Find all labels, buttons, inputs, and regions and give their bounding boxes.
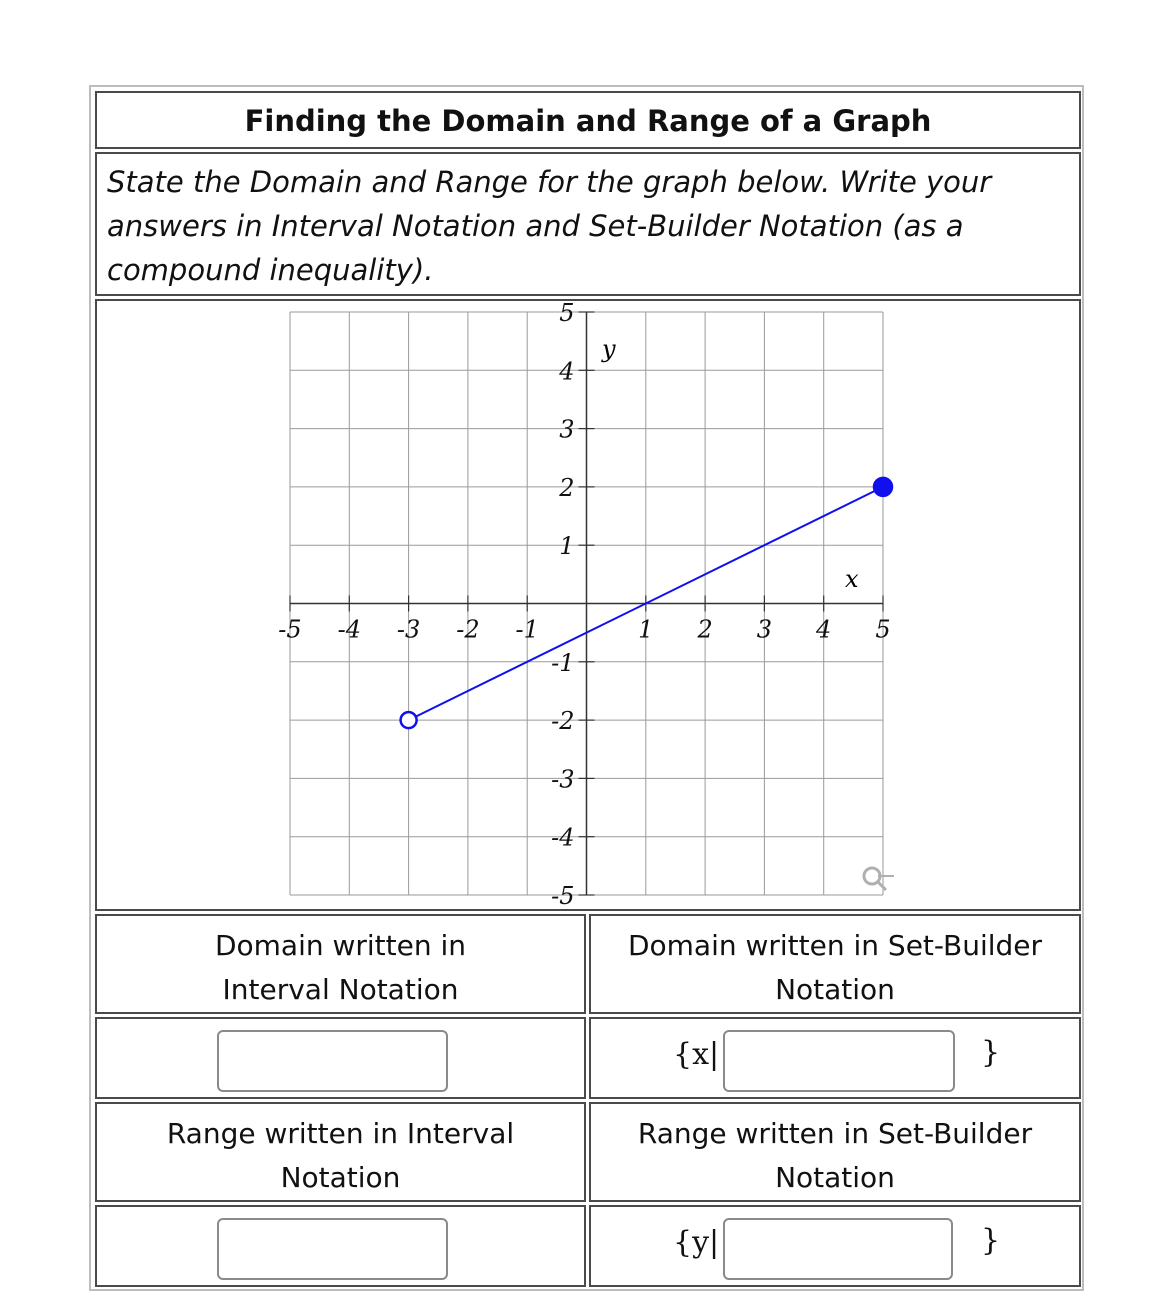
x-tick-label: -5 — [278, 615, 302, 644]
x-tick-label: -1 — [515, 615, 539, 644]
domain-setbuilder-input[interactable] — [723, 1030, 955, 1092]
y-tick-label: 4 — [559, 357, 575, 386]
x-tick-label: -4 — [337, 615, 361, 644]
domain-setbuilder-label-cell — [589, 914, 1081, 1014]
x-tick-label: -2 — [456, 615, 480, 644]
x-tick-label: 1 — [638, 615, 654, 644]
domain-setbuilder-input-cell — [589, 1017, 1081, 1099]
x-tick-label: 3 — [756, 615, 773, 644]
open-endpoint — [401, 712, 417, 728]
magnifier-icon[interactable] — [864, 868, 894, 890]
range-interval-label-cell — [95, 1102, 586, 1202]
domain-interval-input-cell — [95, 1017, 586, 1099]
worksheet — [89, 85, 1084, 1291]
x-tick-label: 5 — [875, 615, 891, 644]
y-tick-label: -3 — [551, 765, 575, 794]
range-setbuilder-open: {y| — [673, 1225, 720, 1260]
y-tick-label: 5 — [559, 301, 575, 327]
range-setbuilder-close: } — [981, 1223, 1001, 1258]
y-tick-label: -5 — [551, 882, 575, 909]
x-tick-label: 4 — [816, 615, 832, 644]
graph-cell — [95, 299, 1081, 911]
instructions-cell — [95, 152, 1081, 296]
domain-interval-label-cell — [95, 914, 586, 1014]
range-interval-input-cell — [95, 1205, 586, 1287]
x-tick-label: 2 — [697, 615, 713, 644]
range-setbuilder-label-cell — [589, 1102, 1081, 1202]
domain-setbuilder-label: Domain written in Set-Builder Notation — [627, 929, 1043, 1006]
range-interval-input[interactable] — [217, 1218, 448, 1280]
domain-interval-label: Domain written in Interval Notation — [214, 929, 467, 1006]
x-tick-label: -3 — [396, 615, 421, 644]
domain-interval-input[interactable] — [217, 1030, 448, 1092]
range-setbuilder-input-cell — [589, 1205, 1081, 1287]
y-tick-label: -1 — [551, 648, 575, 677]
y-tick-label: 2 — [559, 473, 575, 502]
domain-setbuilder-close: } — [981, 1035, 1001, 1070]
x-axis-label: x — [845, 565, 859, 593]
y-axis-label: y — [602, 335, 616, 363]
y-tick-label: 1 — [559, 532, 575, 561]
domain-setbuilder-open: {x| — [673, 1037, 720, 1072]
range-setbuilder-label: Range written in Set-Builder Notation — [637, 1117, 1033, 1194]
range-setbuilder-input[interactable] — [723, 1218, 953, 1280]
title-cell — [95, 91, 1081, 149]
instructions-text: State the Domain and Range for the graph below. Write your answers in Interval Notation and Set-Builder Notation (as a compound inequality). — [107, 165, 992, 287]
page-title: Finding the Domain and Range of a Graph — [244, 104, 932, 138]
y-tick-label: -4 — [551, 823, 575, 852]
range-interval-label: Range written in Interval Notation — [166, 1117, 515, 1194]
coordinate-graph[interactable] — [97, 301, 1079, 909]
closed-endpoint — [874, 478, 892, 496]
y-tick-label: -2 — [551, 707, 575, 736]
y-tick-label: 3 — [559, 415, 575, 444]
